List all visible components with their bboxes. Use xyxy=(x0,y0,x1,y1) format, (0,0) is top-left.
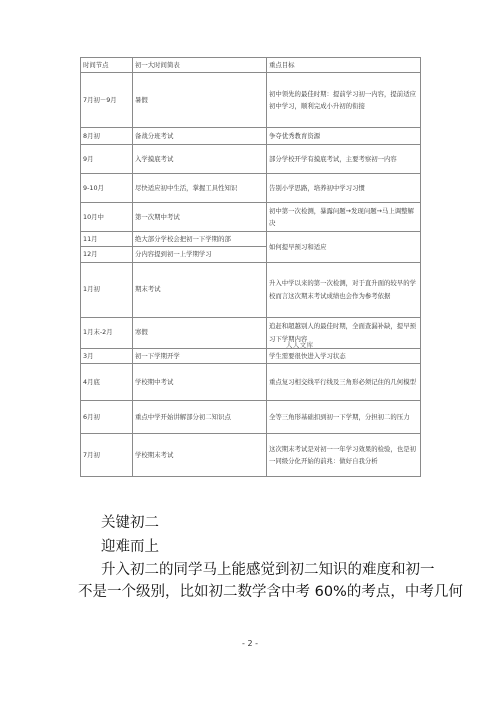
cell-time: 4月底 xyxy=(81,363,133,400)
table-row xyxy=(81,145,421,174)
cell-event: 绝大部分学校会把初一下学期的部 xyxy=(133,232,267,247)
header-time: 时间节点 xyxy=(81,58,133,73)
header-goal: 重点目标 xyxy=(267,58,421,73)
cell-event: 寒假 xyxy=(133,317,267,348)
table-row xyxy=(81,203,421,232)
cell-event: 重点中学开始讲解部分初二知识点 xyxy=(133,400,267,433)
table-row xyxy=(81,262,421,317)
cell-goal: 初中领先的最佳时期：提前学习初一内容，提前适应初中学习，顺利完成小升初的衔接 xyxy=(267,73,421,128)
cell-goal: 学生需要很快进入学习状态 xyxy=(267,348,421,363)
cell-time: 1月初 xyxy=(81,262,133,317)
cell-time: 8月初 xyxy=(81,128,133,145)
section-subheading: 迎难而上 xyxy=(101,539,159,555)
cell-time: 3月 xyxy=(81,348,133,363)
cell-event: 期末考试 xyxy=(133,262,267,317)
cell-time: 9-10月 xyxy=(81,174,133,203)
table-row xyxy=(81,128,421,145)
cell-goal: 全等三角形基础扣到初一下学期，分担初二的压力 xyxy=(267,400,421,433)
page-number: - 2 - xyxy=(242,639,258,648)
cell-time: 6月初 xyxy=(81,400,133,433)
cell-time: 11月 xyxy=(81,232,133,247)
cell-event: 初一下学期开学 xyxy=(133,348,267,363)
cell-event: 第一次期中考试 xyxy=(133,203,267,232)
cell-event: 尽快适应初中生活，掌握工具性知识 xyxy=(133,174,267,203)
cell-event: 学校期中考试 xyxy=(133,363,267,400)
table-row xyxy=(81,232,421,247)
cell-event: 暑假 xyxy=(133,73,267,128)
cell-goal: 追赶和超越别人的最佳时期，全面查漏补缺，提早预习下学期内容 xyxy=(267,317,421,348)
cell-event: 学校期末考试 xyxy=(133,433,267,476)
cell-goal: 升入中学以来的第一次检测，对于直升面的较早的学校而言这次期末考试成绩也会作为参考依据 xyxy=(267,262,421,317)
paragraph-line-1: 升入初二的同学马上能感觉到初二知识的难度和初一 xyxy=(101,562,435,578)
header-event: 初一大时间简表 xyxy=(133,58,267,73)
table-row xyxy=(81,433,421,476)
table-header-row xyxy=(81,58,421,73)
table-row xyxy=(81,400,421,433)
cell-goal: 告别小学思路，培养初中学习习惯 xyxy=(267,174,421,203)
paragraph-line-2: 不是一个级别，比如初二数学含中考 60%的考点，中考几何 xyxy=(78,584,463,600)
table-row xyxy=(81,348,421,363)
cell-time: 10月中 xyxy=(81,203,133,232)
cell-time: 7月初 xyxy=(81,433,133,476)
table-row xyxy=(81,317,421,348)
cell-goal: 如何提早预习和适应 xyxy=(267,232,421,262)
cell-time: 9月 xyxy=(81,145,133,174)
cell-event: 备战分班考试 xyxy=(133,128,267,145)
cell-time: 1月末-2月 xyxy=(81,317,133,348)
table-row xyxy=(81,363,421,400)
watermark: 人人文库 xyxy=(286,341,314,349)
table-row xyxy=(81,73,421,128)
cell-goal: 重点复习相交线平行线及三角形必须记住的几何模型 xyxy=(267,363,421,400)
table-row xyxy=(81,174,421,203)
cell-goal: 初中第一次检测，暴露问题→发现问题→马上调整解决 xyxy=(267,203,421,232)
cell-goal: 争夺优秀教育资源 xyxy=(267,128,421,145)
cell-goal: 部分学校开学有摸底考试，主要考察初一内容 xyxy=(267,145,421,174)
section-heading-key-grade: 关键初二 xyxy=(101,515,159,531)
timeline-table xyxy=(80,57,421,477)
cell-goal: 这次期末考试是对初一一年学习效果的检验，也是初一同级分化开始的前兆：做好自我分析 xyxy=(267,433,421,476)
cell-time: 12月 xyxy=(81,247,133,262)
cell-event: 入学摸底考试 xyxy=(133,145,267,174)
cell-event: 分内容提到初一上学期学习 xyxy=(133,247,267,262)
cell-time: 7月初－9月 xyxy=(81,73,133,128)
